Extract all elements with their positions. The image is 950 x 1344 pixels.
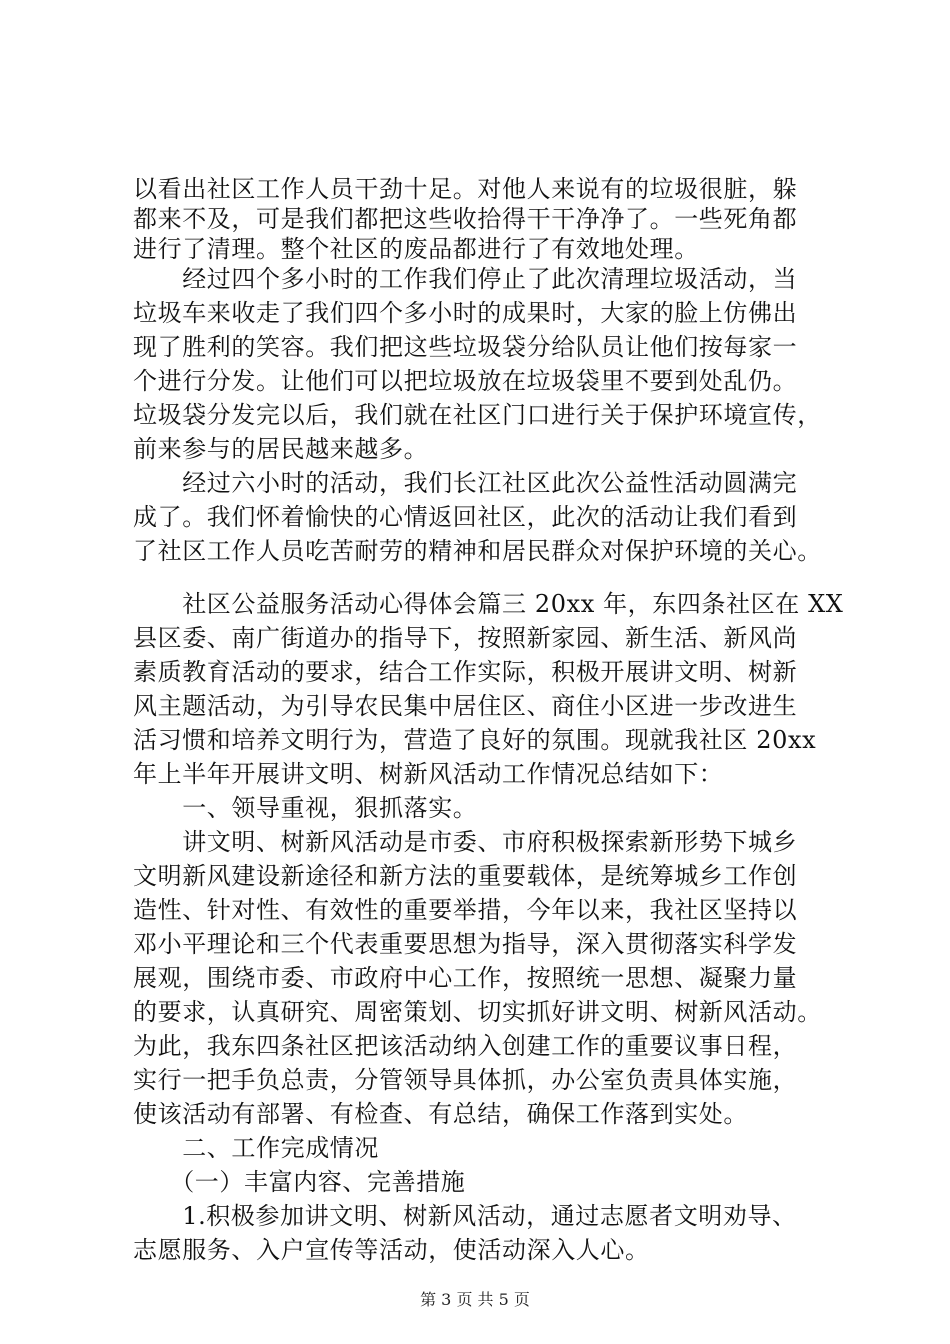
text-line: 活习惯和培养文明行为，营造了良好的氛围。现就我社区 20xx (133, 726, 817, 754)
text-line: 成了。我们怀着愉快的心情返回社区，此次的活动让我们看到 (133, 503, 798, 531)
text-line: 年上半年开展讲文明、树新风活动工作情况总结如下： (133, 760, 724, 788)
text-line: 造性、针对性、有效性的重要举措，今年以来，我社区坚持以 (133, 896, 798, 924)
text-line: 现了胜利的笑容。我们把这些垃圾袋分给队员让他们按每家一 (133, 333, 798, 361)
text-line: 经过四个多小时的工作我们停止了此次清理垃圾活动，当 (133, 265, 798, 293)
text-line: 使该活动有部署、有检查、有总结，确保工作落到实处。 (133, 1100, 748, 1128)
text-line: 的要求，认真研究、周密策划、切实抓好讲文明、树新风活动。 (133, 998, 822, 1026)
text-line: 展观，围绕市委、市政府中心工作，按照统一思想、凝聚力量 (133, 964, 798, 992)
text-line: 个进行分发。让他们可以把垃圾放在垃圾袋里不要到处乱仍。 (133, 367, 798, 395)
text-line: 都来不及，可是我们都把这些收拾得干干净净了。一些死角都 (133, 205, 798, 233)
text-line: 1.积极参加讲文明、树新风活动，通过志愿者文明劝导、 (133, 1202, 797, 1230)
text-line: 志愿服务、入户宣传等活动，使活动深入人心。 (133, 1236, 650, 1264)
text-line: 为此，我东四条社区把该活动纳入创建工作的重要议事日程， (133, 1032, 798, 1060)
text-line: （一）丰富内容、完善措施 (133, 1168, 466, 1196)
text-line: 垃圾袋分发完以后，我们就在社区门口进行关于保护环境宣传， (133, 401, 822, 429)
text-line: 进行了清理。整个社区的废品都进行了有效地处理。 (133, 235, 699, 263)
text-line: 以看出社区工作人员干劲十足。对他人来说有的垃圾很脏，躲 (133, 175, 798, 203)
page-footer: 第 3 页 共 5 页 (420, 1290, 530, 1309)
text-line: 邓小平理论和三个代表重要思想为指导，深入贯彻落实科学发 (133, 930, 798, 958)
text-line: 一、领导重视，狠抓落实。 (133, 794, 478, 822)
text-line: 经过六小时的活动，我们长江社区此次公益性活动圆满完 (133, 469, 798, 497)
text-line: 二、工作完成情况 (133, 1134, 379, 1162)
text-line: 文明新风建设新途径和新方法的重要载体，是统筹城乡工作创 (133, 862, 798, 890)
text-line: 素质教育活动的要求，结合工作实际，积极开展讲文明、树新 (133, 658, 798, 686)
text-line: 了社区工作人员吃苦耐劳的精神和居民群众对保护环境的关心。 (133, 537, 822, 565)
text-line: 垃圾车来收走了我们四个多小时的成果时，大家的脸上仿佛出 (133, 299, 798, 327)
text-line: 实行一把手负总责，分管领导具体抓，办公室负责具体实施， (133, 1066, 798, 1094)
text-line: 讲文明、树新风活动是市委、市府积极探索新形势下城乡 (133, 828, 798, 856)
text-line: 前来参与的居民越来越多。 (133, 435, 429, 463)
text-line: 社区公益服务活动心得体会篇三 20xx 年，东四条社区在 XX (133, 590, 844, 618)
text-line: 县区委、南广街道办的指导下，按照新家园、新生活、新风尚 (133, 624, 798, 652)
text-line: 风主题活动，为引导农民集中居住区、商住小区进一步改进生 (133, 692, 798, 720)
